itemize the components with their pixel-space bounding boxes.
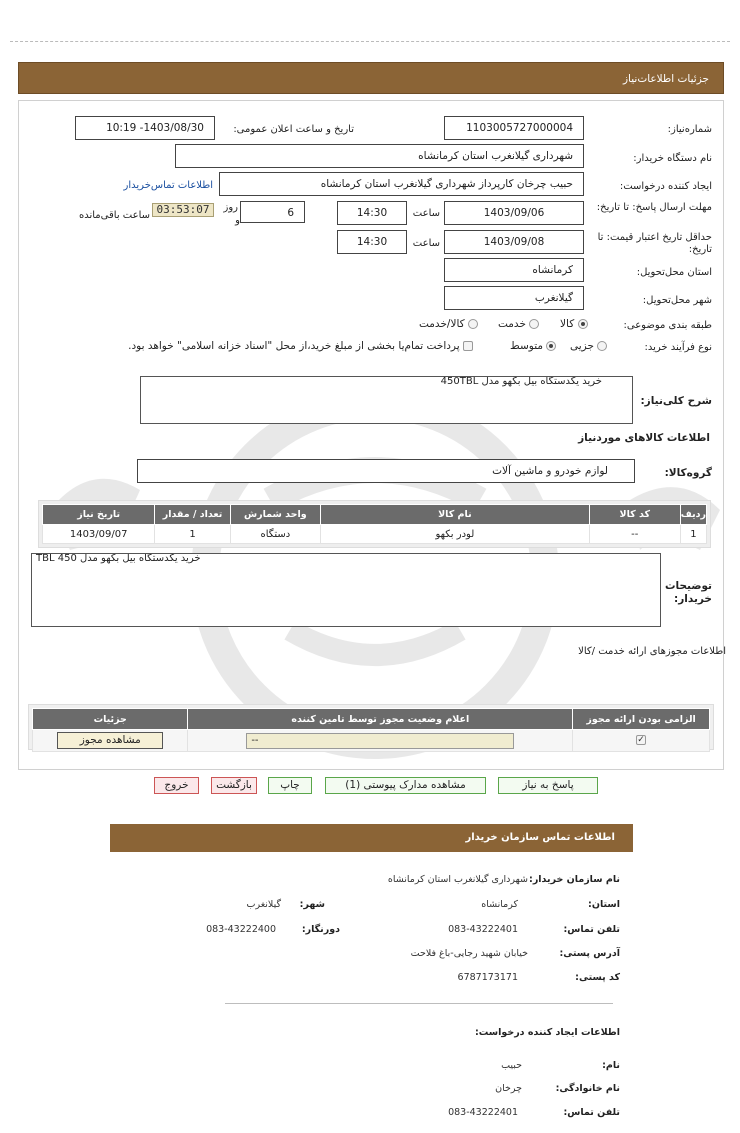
cell-name: لودر بکهو <box>321 525 590 544</box>
province-field: کرمانشاه <box>444 258 584 282</box>
goods-info-title: اطلاعات کالاهای موردنیاز <box>578 432 710 444</box>
category-service[interactable]: خدمت <box>498 318 539 330</box>
contact-city-label: شهر: <box>299 899 325 910</box>
contact-province-label: استان: <box>588 899 620 910</box>
creator-name-label: نام: <box>602 1060 620 1071</box>
contact-header <box>110 824 633 852</box>
buyer-org-field: شهرداری گیلانغرب استان کرمانشاه <box>175 144 584 168</box>
cell-date: 1403/09/07 <box>43 525 155 544</box>
process-medium[interactable]: متوسط <box>510 340 556 352</box>
announce-field: 1403/08/30- 10:19 <box>75 116 215 140</box>
contact-province-value: کرمانشاه <box>481 899 518 910</box>
buyer-org-label: نام دستگاه خریدار: <box>633 153 712 164</box>
permits-table-container <box>28 704 714 750</box>
org-value: شهرداری گیلانغرب استان کرمانشاه <box>387 874 528 885</box>
col-permit-required: الزامی بودن ارائه مجوز <box>573 709 710 730</box>
cell-row: 1 <box>680 525 706 544</box>
summary-label: شرح کلی‌نیاز: <box>640 395 712 407</box>
permits-title: اطلاعات مجوزهای ارائه خدمت /کالا <box>578 646 726 657</box>
contact-city-value: گیلانغرب <box>246 899 281 910</box>
deadline-date-field: 1403/09/06 <box>444 201 584 225</box>
permit-details-cell <box>33 730 188 752</box>
fax-value: 083-43222400 <box>206 924 276 935</box>
buyer-contact-link[interactable]: اطلاعات تماس‌خریدار <box>123 180 213 191</box>
address-value: خیابان شهید رجایی-باغ فلاحت <box>410 948 528 959</box>
col-name: نام کالا <box>321 505 590 525</box>
contact-title: اطلاعات تماس سازمان خریدار <box>465 832 615 843</box>
postal-label: کد پستی: <box>575 972 620 983</box>
treasury-payment-option[interactable]: پرداخت تمام‌یا بخشی از مبلغ خرید،از محل "اسناد خزانه اسلامی" خواهد بود. <box>103 340 473 352</box>
validity-time-label: ساعت <box>412 238 440 249</box>
deadline-label: مهلت ارسال پاسخ: تا تاریخ: <box>596 202 712 213</box>
permit-status-field[interactable]: -- <box>246 733 514 749</box>
creator-phone-value: 083-43222401 <box>448 1107 518 1118</box>
checkbox-icon <box>463 341 473 351</box>
days-label: روز <box>223 202 238 213</box>
category-label: طبقه بندی موضوعی: <box>623 320 712 331</box>
contact-divider <box>225 1003 613 1004</box>
col-unit: واحد شمارش <box>230 505 320 525</box>
group-label: گروه‌کالا: <box>664 467 712 479</box>
radio-icon <box>529 319 539 329</box>
need-number-label: شماره‌نیاز: <box>667 124 712 135</box>
permit-required-cell <box>573 730 710 752</box>
buyer-notes-label: توضیحات خریدار: <box>664 580 712 605</box>
category-goods-service[interactable]: کالا/خدمت <box>419 318 478 330</box>
postal-value: 6787173171 <box>457 972 518 983</box>
fax-label: دورنگار: <box>301 924 340 935</box>
city-label: شهر محل‌تحویل: <box>642 295 712 306</box>
radio-icon <box>578 319 588 329</box>
col-date: تاریخ نیاز <box>43 505 155 525</box>
page-header <box>18 62 724 94</box>
col-qty: تعداد / مقدار <box>155 505 230 525</box>
phone-label: تلفن تماس: <box>563 924 620 935</box>
process-label: نوع فرآیند خرید: <box>644 342 712 353</box>
validity-label: حداقل تاریخ اعتبار قیمت: تا تاریخ: <box>597 232 712 255</box>
and-label: و <box>235 215 240 226</box>
view-permit-button[interactable]: مشاهده مجوز <box>57 732 163 749</box>
creator-label: ایجاد کننده درخواست: <box>619 181 712 192</box>
exit-button[interactable]: خروج <box>154 777 199 794</box>
countdown-timer: 03:53:07 <box>152 203 214 217</box>
permit-status-cell <box>188 730 573 752</box>
creator-phone-label: تلفن تماس: <box>563 1107 620 1118</box>
radio-icon <box>546 341 556 351</box>
back-button[interactable]: بازگشت <box>211 777 257 794</box>
deadline-time-field: 14:30 <box>337 201 407 225</box>
creator-name-value: حبیب <box>501 1060 522 1071</box>
category-goods[interactable]: کالا <box>560 318 588 330</box>
attachments-button[interactable]: مشاهده مدارک پیوستی (1) <box>325 777 486 794</box>
cell-code: -- <box>589 525 680 544</box>
page-title: جزئیات اطلاعات‌نیاز <box>622 73 709 85</box>
province-label: استان محل‌تحویل: <box>636 267 712 278</box>
group-field: لوازم خودرو و ماشین آلات <box>137 459 635 483</box>
phone-value: 083-43222401 <box>448 924 518 935</box>
cell-qty: 1 <box>155 525 230 544</box>
table-row <box>33 730 710 752</box>
col-code: کد کالا <box>589 505 680 525</box>
radio-icon <box>597 341 607 351</box>
radio-icon <box>468 319 478 329</box>
table-row <box>43 525 707 544</box>
city-field: گیلانغرب <box>444 286 584 310</box>
col-permit-details: جزئیات <box>33 709 188 730</box>
creator-family-label: نام خانوادگی: <box>555 1083 620 1094</box>
col-permit-status: اعلام وضعیت مجوز توسط تامین کننده <box>188 709 573 730</box>
summary-field: خرید یکدستگاه بیل بکهو مدل 450TBL <box>140 376 633 424</box>
org-label: نام سازمان خریدار: <box>529 874 620 885</box>
top-divider <box>10 41 730 42</box>
validity-date-field: 1403/09/08 <box>444 230 584 254</box>
creator-info-title: اطلاعات ایجاد کننده درخواست: <box>474 1027 620 1038</box>
checkbox-checked-icon[interactable] <box>636 735 646 745</box>
address-label: آدرس پستی: <box>559 948 620 959</box>
col-row: ردیف <box>680 505 706 525</box>
print-button[interactable]: چاپ <box>268 777 312 794</box>
cell-unit: دستگاه <box>230 525 320 544</box>
goods-table <box>42 504 707 544</box>
remaining-days-field: 6 <box>240 201 305 223</box>
process-minor[interactable]: جزیی <box>570 340 607 352</box>
validity-time-field: 14:30 <box>337 230 407 254</box>
deadline-time-label: ساعت <box>412 208 440 219</box>
goods-table-container <box>38 500 711 548</box>
buyer-notes-field: خرید یکدستگاه بیل بکهو مدل 450 TBL <box>31 553 661 627</box>
creator-field: حبیب چرخان کارپرداز شهرداری گیلانغرب استان کرمانشاه <box>219 172 584 196</box>
remaining-label: ساعت باقی‌مانده <box>78 210 150 221</box>
need-number-field: 1103005727000004 <box>444 116 584 140</box>
announce-label: تاریخ و ساعت اعلان عمومی: <box>233 124 354 135</box>
reply-button[interactable]: پاسخ به نیاز <box>498 777 598 794</box>
creator-family-value: چرخان <box>495 1083 522 1094</box>
permits-table <box>32 708 710 752</box>
